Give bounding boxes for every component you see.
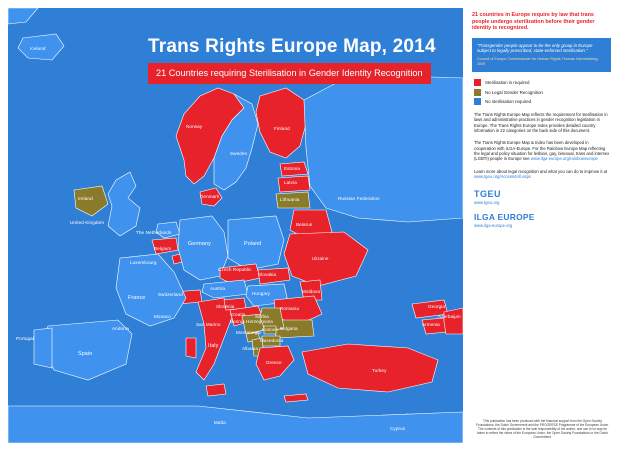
country-armenia	[422, 318, 446, 334]
country-ukraine	[284, 232, 368, 286]
label-italy: Italy	[208, 343, 219, 349]
label-andorra: Andorra	[112, 326, 130, 331]
label-romania: Romania	[280, 306, 300, 311]
europe-map[interactable]	[8, 8, 463, 443]
label-armenia: Armenia	[422, 322, 440, 327]
country-lithuania	[276, 192, 310, 208]
label-ukraine: Ukraine	[312, 256, 329, 261]
label-norway: Norway	[186, 124, 203, 129]
country-finland	[256, 88, 306, 158]
label-belgium: Belgium	[154, 246, 172, 251]
country-kosovo	[264, 326, 276, 334]
label-san-marino: San Marino	[196, 322, 221, 327]
label-macedonia: Macedonia	[260, 338, 284, 343]
page-subtitle: 21 Countries requiring Sterilisation in Gender Identity Recognition	[148, 63, 431, 84]
panel-paragraph-3	[474, 169, 611, 180]
label-netherlands: The Netherlands	[136, 230, 172, 235]
label-austria: Austria	[210, 286, 225, 291]
legend-label-1: No Legal Gender Recognition	[485, 89, 543, 95]
label-sweden: Sweden	[230, 151, 248, 156]
country-iceland	[18, 34, 64, 60]
logo-tgeu-url[interactable]: www.tgeu.org	[474, 200, 500, 206]
quote-source: Council of Europe Commissioner for Human Rights Thomas Hammarberg, 2009	[477, 56, 599, 66]
logo-ilga-url[interactable]: www.ilga-europe.org	[474, 222, 513, 228]
label-germany: Germany	[188, 241, 211, 247]
label-serbia: Serbia	[255, 314, 269, 319]
country-poland	[228, 216, 284, 270]
legend-swatch-red	[474, 79, 481, 86]
label-russian-federation: Russian Federation	[338, 196, 380, 201]
legend-swatch-olive	[474, 89, 481, 96]
logo-ilga-europe[interactable]	[474, 213, 611, 228]
country-azerbaijan	[444, 308, 463, 334]
label-croatia: Croatia	[230, 312, 246, 317]
label-lithuania: Lithuania	[280, 197, 300, 202]
info-panel	[466, 8, 617, 443]
country-spain	[42, 320, 132, 380]
country-sicily	[206, 384, 226, 396]
country-portugal	[34, 328, 52, 368]
label-czech-republic: Czech Republic	[218, 267, 252, 272]
country-italy	[196, 298, 234, 380]
country-macedonia	[262, 336, 280, 346]
label-azerbaijan: Azerbaijan	[438, 314, 461, 319]
label-france: France	[128, 295, 146, 301]
country-georgia	[412, 300, 448, 318]
country-france	[116, 254, 186, 326]
country-uk	[108, 172, 140, 236]
access4all-link[interactable]: www.tgeu.org/Access4All.aspx	[474, 173, 532, 179]
country-greenland-edge	[8, 8, 38, 24]
label-denmark: Denmark	[200, 194, 220, 199]
panel-paragraph-2	[474, 140, 611, 161]
panel-paragraph-3-text: Learn more about legal recognition and what you can do to improve it at	[474, 168, 608, 174]
country-belgium	[152, 238, 178, 254]
label-estonia: Estonia	[284, 166, 301, 171]
legend-item-no-sterilisation-required	[474, 98, 611, 105]
label-latvia: Latvia	[284, 180, 297, 185]
logo-area	[474, 189, 611, 228]
poster-title-block	[148, 36, 460, 84]
label-turkey: Turkey	[372, 368, 387, 373]
label-kosovo: Kosovo	[262, 327, 278, 332]
legend-item-sterilisation-required	[474, 79, 611, 86]
label-slovakia: Slovakia	[258, 272, 277, 277]
country-ireland	[74, 186, 108, 216]
panel-headline: 21 countries in Europe require by law that trans people undergo sterilization before their gender identity is recognized.	[472, 12, 595, 32]
country-estonia	[280, 162, 308, 176]
country-russia-north	[304, 76, 463, 222]
country-crete	[284, 394, 308, 402]
country-slovakia	[258, 268, 290, 284]
page-title: Trans Rights Europe Map, 2014	[148, 36, 436, 57]
label-cyprus: Cyprus	[390, 426, 406, 431]
country-greece	[256, 346, 294, 380]
label-monaco: Monaco	[154, 314, 171, 319]
label-luxembourg: Luxembourg	[130, 260, 157, 265]
country-denmark	[200, 188, 222, 206]
label-montenegro: Montenegro	[236, 330, 262, 335]
panel-paragraph-1: The Trans Rights Europe Map reflects the requirement for sterilisation in laws and administrative practices in gender recognition legislation in Europe. The Trans Rights Europe Index provides detailed country information in 22 categories on the back side of this document.	[474, 112, 608, 134]
rainbow-europe-link[interactable]: www.ilga-europe.org/rainboweurope	[530, 156, 598, 162]
label-iceland: Iceland	[30, 46, 46, 51]
map-legend	[474, 79, 611, 105]
legend-label-2: No sterilisation required	[485, 99, 532, 105]
quote-text: "Transgender people appear to be the only group in Europe subject to legally prescribed, state-enforced sterilisation."	[477, 42, 593, 54]
logo-tgeu[interactable]	[474, 189, 611, 205]
label-malta: Malta	[214, 420, 226, 425]
country-austria	[202, 280, 248, 298]
label-georgia: Georgia	[428, 304, 446, 309]
funding-disclaimer: This publication has been produced with the financial support from the Open Society Foundations, the Dutch Government and the PROGRESS Programme of the European Union. The contents of this publication is the sole responsibility of the author, and can in no way be taken to reflect the views of the European Union, the Open Society Foundations or the Dutch Government.	[475, 419, 610, 439]
landmass-north-africa	[8, 406, 463, 443]
country-sardinia	[186, 338, 196, 358]
quote-block	[472, 38, 611, 72]
legend-item-no-legal-recognition	[474, 89, 611, 96]
country-netherlands	[156, 222, 180, 238]
logo-tgeu-name: TGEU	[474, 189, 502, 200]
label-ireland: Ireland	[78, 196, 93, 201]
label-hungary: Hungary	[252, 291, 271, 296]
label-belarus: Belarus	[296, 222, 313, 227]
panel-paragraph-2-text: The Trans Rights Europe Map & Index has been developed in cooperation with ILGA-Europe. For the Rainbow Europe Map reflecting the legal and policy situation for lesbian, gay, bisexual, trans and intersex (LGBTI) people in Europe see	[474, 140, 610, 162]
label-spain: Spain	[78, 351, 93, 357]
label-bulgaria: Bulgaria	[280, 326, 298, 331]
label-greece: Greece	[266, 360, 282, 365]
label-portugal: Portugal	[16, 336, 34, 341]
label-united-kingdom: United Kingdom	[70, 220, 105, 225]
country-turkey	[302, 344, 438, 392]
label-switzerland: Switzerland	[158, 292, 183, 297]
label-finland: Finland	[274, 126, 290, 131]
label-moldova: Moldova	[302, 289, 321, 294]
legend-swatch-blue	[474, 98, 481, 105]
label-slovenia: Slovenia	[216, 304, 235, 309]
legend-label-0: Sterilisation is required	[485, 80, 530, 86]
label-poland: Poland	[244, 241, 262, 247]
label-albania: Albania	[242, 346, 259, 351]
country-latvia	[278, 176, 310, 192]
logo-ilga-name: ILGA EUROPE	[474, 212, 535, 223]
label-bosnia-herzegovina: Bosnia Herzegovina	[230, 319, 273, 324]
